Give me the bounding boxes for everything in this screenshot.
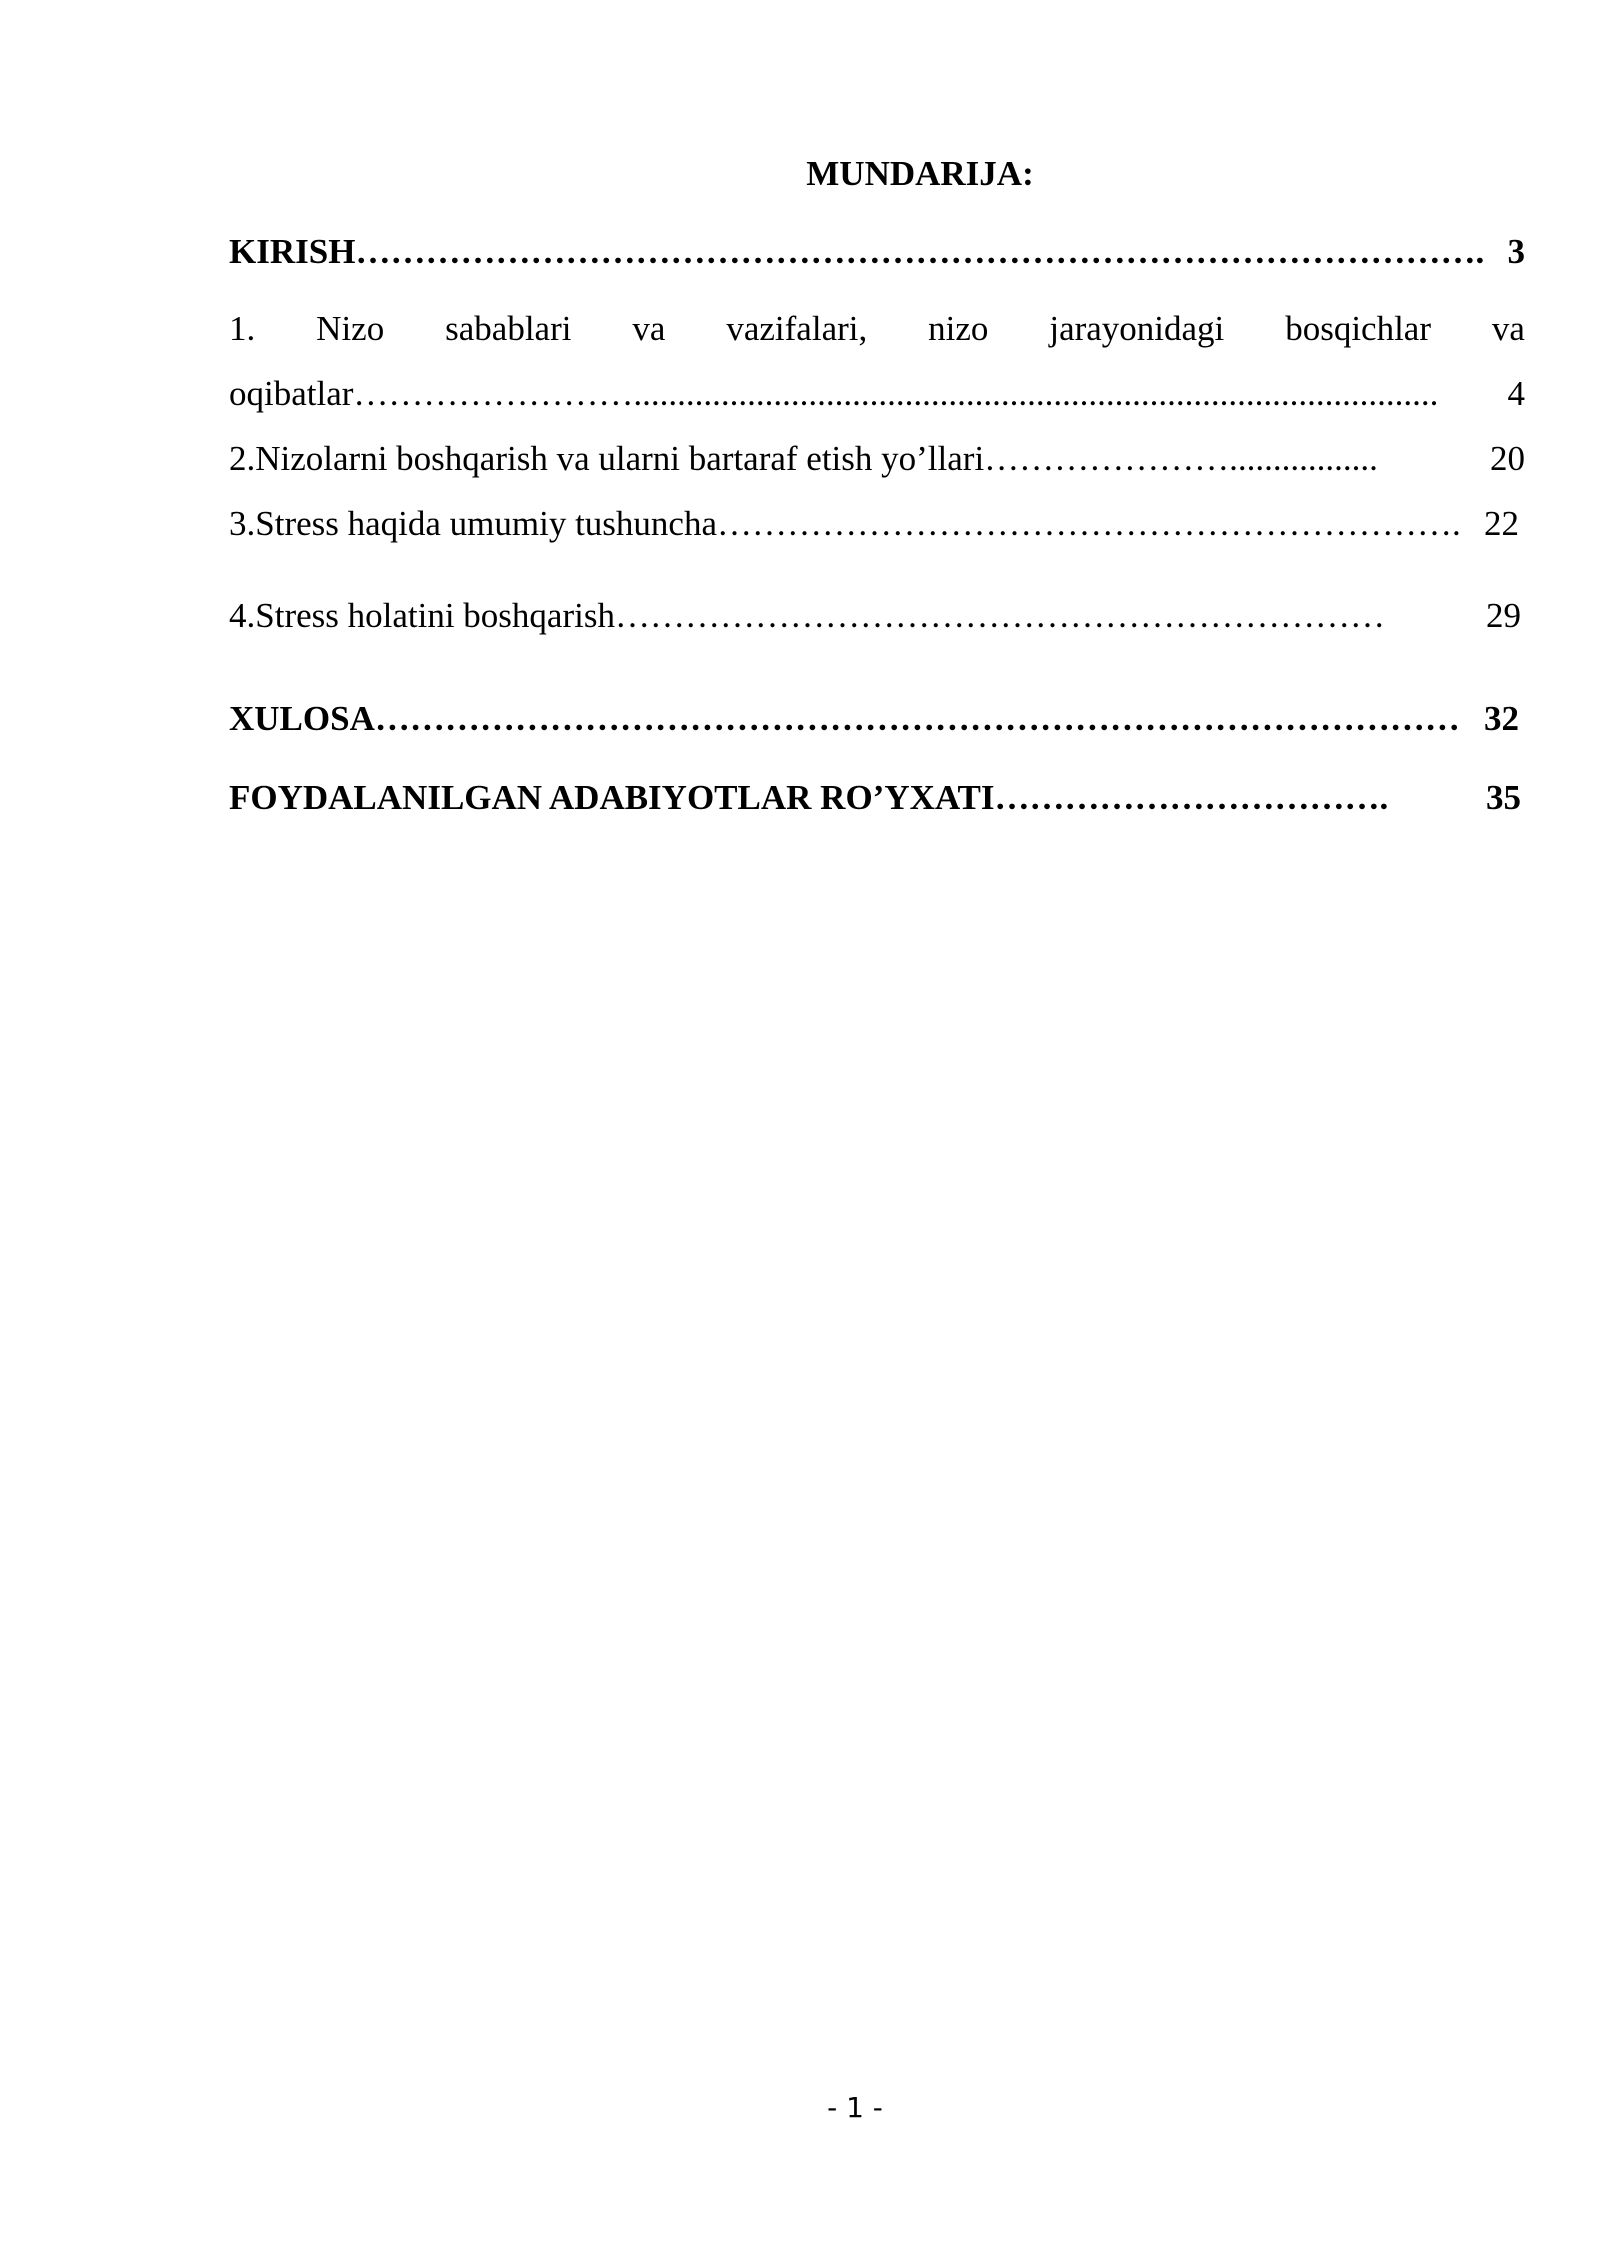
toc-page-number: 32 — [1484, 699, 1519, 738]
toc-dot-leader: ……………………………. — [994, 778, 1389, 817]
toc-page-number: 29 — [1486, 596, 1521, 635]
toc-word: va — [632, 309, 666, 348]
toc-dot-leader: ………………………………………………………………………………… — [374, 699, 1460, 738]
toc-entry-1-second-line — [229, 372, 1525, 416]
toc-entry-label: 2.Nizolarni boshqarish va ularni bartaraf etish yo’llari — [229, 439, 985, 478]
toc-entry-label: 4.Stress holatini boshqarish — [229, 596, 615, 635]
toc-dot-leader: …………………................. — [984, 439, 1378, 478]
toc-entry-label: 3.Stress haqida umumiy tushuncha — [229, 504, 718, 543]
toc-page-number: 22 — [1484, 504, 1519, 543]
toc-entry-1-first-line — [229, 307, 1525, 351]
toc-entry-label: XULOSA — [229, 699, 375, 738]
toc-word: sabablari — [445, 309, 572, 348]
toc-word: vazifalari, — [726, 309, 868, 348]
toc-dot-leader: ………………………………………………………… — [614, 596, 1385, 635]
toc-dot-leader: ……………………………………………………………………………………. — [355, 232, 1485, 271]
toc-word: Nizo — [316, 309, 385, 348]
page-number-footer: - 1 - — [827, 2091, 883, 2124]
toc-entry-xulosa — [229, 697, 1519, 741]
toc-word: 1. — [229, 309, 256, 348]
toc-entry-3 — [229, 502, 1519, 546]
toc-dot-leader: ………………………………………………………. — [717, 504, 1461, 543]
toc-heading: MUNDARIJA: — [806, 154, 1034, 193]
toc-word: jarayonidagi — [1049, 309, 1225, 348]
toc-entry-label: KIRISH — [229, 232, 356, 271]
toc-word: bosqichlar — [1285, 309, 1431, 348]
toc-entry-4 — [229, 594, 1521, 638]
toc-page-number: 20 — [1490, 439, 1525, 478]
toc-word: nizo — [928, 309, 989, 348]
toc-page-number: 4 — [1507, 374, 1525, 413]
toc-word: va — [1491, 309, 1525, 348]
toc-entry-label: oqibatlar — [229, 374, 354, 413]
toc-entry-kirish — [229, 230, 1525, 274]
toc-page-number: 3 — [1507, 232, 1525, 271]
toc-page-number: 35 — [1486, 778, 1521, 817]
toc-entry-adabiyotlar — [229, 776, 1521, 820]
toc-entry-2 — [229, 437, 1525, 481]
toc-dot-leader: ……………………............................................................................................ — [353, 374, 1439, 413]
toc-entry-label: FOYDALANILGAN ADABIYOTLAR RO’YXATI — [229, 778, 995, 817]
